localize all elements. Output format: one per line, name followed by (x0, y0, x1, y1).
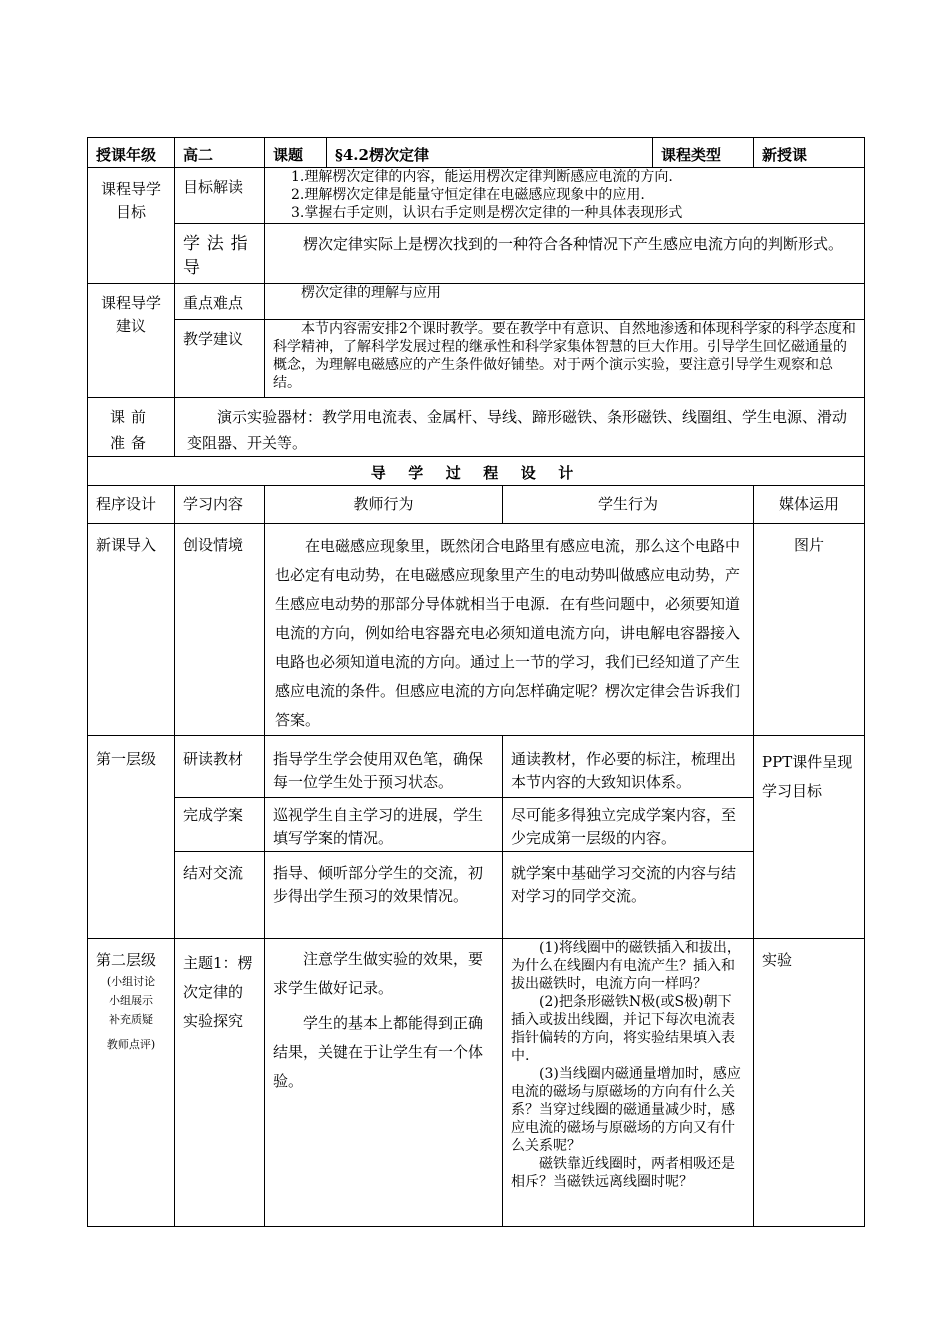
column-header: 程序设计 (88, 486, 175, 524)
key-points-label: 重点难点 (175, 284, 265, 320)
process-title-row (88, 457, 865, 486)
key-points-row (88, 284, 865, 320)
level2-student-action (503, 939, 754, 1227)
intro-content: 创设情境 (175, 524, 265, 736)
intro-text: 在电磁感应现象里，既然闭合电路里有感应电流，那么这个电路中也必定有电动势，在电磁感应现象里产生的电动势叫做感应电动势，产生感应电动势的那部分导体就相当于电源．在有些问题中，必须要知道电流的方向，例如给电容器充电必须知道电流方向，讲电解电容器接入电路也必须知道电流的方向。通过上一节的学习，我们已经知道了产生感应电流的条件。但感应电流的方向怎样确定呢？楞次定律会告诉我们答案。 (265, 524, 754, 736)
goal-item: 2.理解楞次定律是能量守恒定律在电磁感应现象中的应用. (291, 187, 645, 203)
key-points-text: 楞次定律的理解与应用 (265, 284, 865, 320)
level2-row (88, 939, 865, 1227)
advice-section-label: 课程导学建议 (88, 284, 175, 398)
level1-teacher-action: 指导学生学会使用双色笔，确保每一位学生处于预习状态。 (265, 736, 503, 798)
level2-stage-note: 小组展示 (109, 994, 153, 1007)
level2-student-question: (2)把条形磁铁N极(或S极)朝下插入或拔出线圈，并记下每次电流表指针偏转的方向，将实验结果填入表中. (511, 994, 735, 1064)
header-row (88, 138, 865, 168)
method-row (88, 224, 865, 284)
level2-stage-note: (小组讨论 (106, 975, 156, 988)
level1-stage: 第一层级 (88, 736, 175, 939)
level2-stage-note: 教师点评) (106, 1038, 156, 1051)
goal-item: 3.掌握右手定则，认识右手定则是楞次定律的一种具体表现形式 (291, 205, 683, 221)
level2-teacher-action (265, 939, 503, 1227)
intro-stage: 新课导入 (88, 524, 175, 736)
grade-label: 授课年级 (88, 138, 175, 168)
goals-list (265, 168, 865, 224)
column-header: 媒体运用 (754, 486, 865, 524)
level1-row (88, 852, 865, 939)
course-type-label: 课程类型 (653, 138, 754, 168)
prep-text: 演示实验器材：教学用电流表、金属杆、导线、蹄形磁铁、条形磁铁、线圈组、学生电源、滑动变阻器、开关等。 (175, 398, 865, 457)
level2-stage-note: 补充质疑 (109, 1013, 153, 1026)
level1-teacher-action: 指导、倾听部分学生的交流，初步得出学生预习的效果情况。 (265, 852, 503, 939)
lesson-plan-table (87, 137, 865, 1227)
level2-content: 主题1：楞次定律的实验探究 (175, 939, 265, 1227)
level1-content: 结对交流 (175, 852, 265, 939)
intro-media: 图片 (754, 524, 865, 736)
lesson-plan-sheet (87, 137, 864, 1227)
column-header-row (88, 486, 865, 524)
grade-value: 高二 (175, 138, 265, 168)
teaching-advice-text: 本节内容需安排2个课时教学。要在教学中有意识、自然地渗透和体现科学家的科学态度和科学精神，了解科学发展过程的继承性和科学家集体智慧的巨大作用。引导学生回忆磁通量的概念，为理解电磁感应的产生条件做好铺垫。对于两个演示实验，要注意引导学生观察和总结。 (265, 320, 865, 398)
column-header: 学习内容 (175, 486, 265, 524)
topic-value: §4.2楞次定律 (327, 138, 653, 168)
level1-row (88, 736, 865, 798)
method-label: 学法指导 (175, 224, 265, 284)
topic-label: 课题 (265, 138, 327, 168)
level2-student-question: (1)将线圈中的磁铁插入和拔出，为什么在线圈内有电流产生？插入和拔出磁铁时，电流方向一样吗？ (511, 940, 741, 992)
level1-content: 完成学案 (175, 798, 265, 852)
course-type-value: 新授课 (754, 138, 865, 168)
level2-stage: 第二层级 (96, 951, 157, 969)
prep-row (88, 398, 865, 457)
level1-teacher-action: 巡视学生自主学习的进展，学生填写学案的情况。 (265, 798, 503, 852)
level2-student-question: 磁铁靠近线圈时，两者相吸还是相斥？当磁铁远离线圈时呢？ (511, 1156, 735, 1190)
prep-label: 课前准备 (88, 398, 175, 457)
intro-row (88, 524, 865, 736)
level1-content: 研读教材 (175, 736, 265, 798)
objectives-row (88, 168, 865, 224)
level2-media: 实验 (754, 939, 865, 1227)
level1-row (88, 798, 865, 852)
goals-label: 目标解读 (175, 168, 265, 224)
goal-item: 1.理解楞次定律的内容，能运用楞次定律判断感应电流的方向. (291, 169, 673, 185)
level1-student-action: 就学案中基础学习交流的内容与结对学习的同学交流。 (503, 852, 754, 939)
level2-stage-cell (88, 939, 175, 1227)
level1-media: PPT课件呈现学习目标 (754, 736, 865, 939)
method-text: 楞次定律实际上是楞次找到的一种符合各种情况下产生感应电流方向的判断形式。 (265, 224, 865, 284)
column-header: 教师行为 (265, 486, 503, 524)
column-header: 学生行为 (503, 486, 754, 524)
level2-teacher-note: 学生的基本上都能得到正确结果，关键在于让学生有一个体验。 (273, 1014, 484, 1090)
objectives-section-label: 课程导学目标 (88, 168, 175, 284)
level2-teacher-note: 注意学生做实验的效果，要求学生做好记录。 (273, 950, 484, 997)
teaching-advice-row (88, 320, 865, 398)
process-title: 导学过程设计 (88, 457, 865, 486)
level2-student-question: (3)当线圈内磁通量增加时，感应电流的磁场与原磁场的方向有什么关系？当穿过线圈的磁通量减少时，感应电流的磁场与原磁场的方向又有什么关系呢？ (511, 1066, 741, 1154)
teaching-advice-label: 教学建议 (175, 320, 265, 398)
level1-student-action: 通读教材，作必要的标注，梳理出本节内容的大致知识体系。 (503, 736, 754, 798)
level1-student-action: 尽可能多得独立完成学案内容，至少完成第一层级的内容。 (503, 798, 754, 852)
